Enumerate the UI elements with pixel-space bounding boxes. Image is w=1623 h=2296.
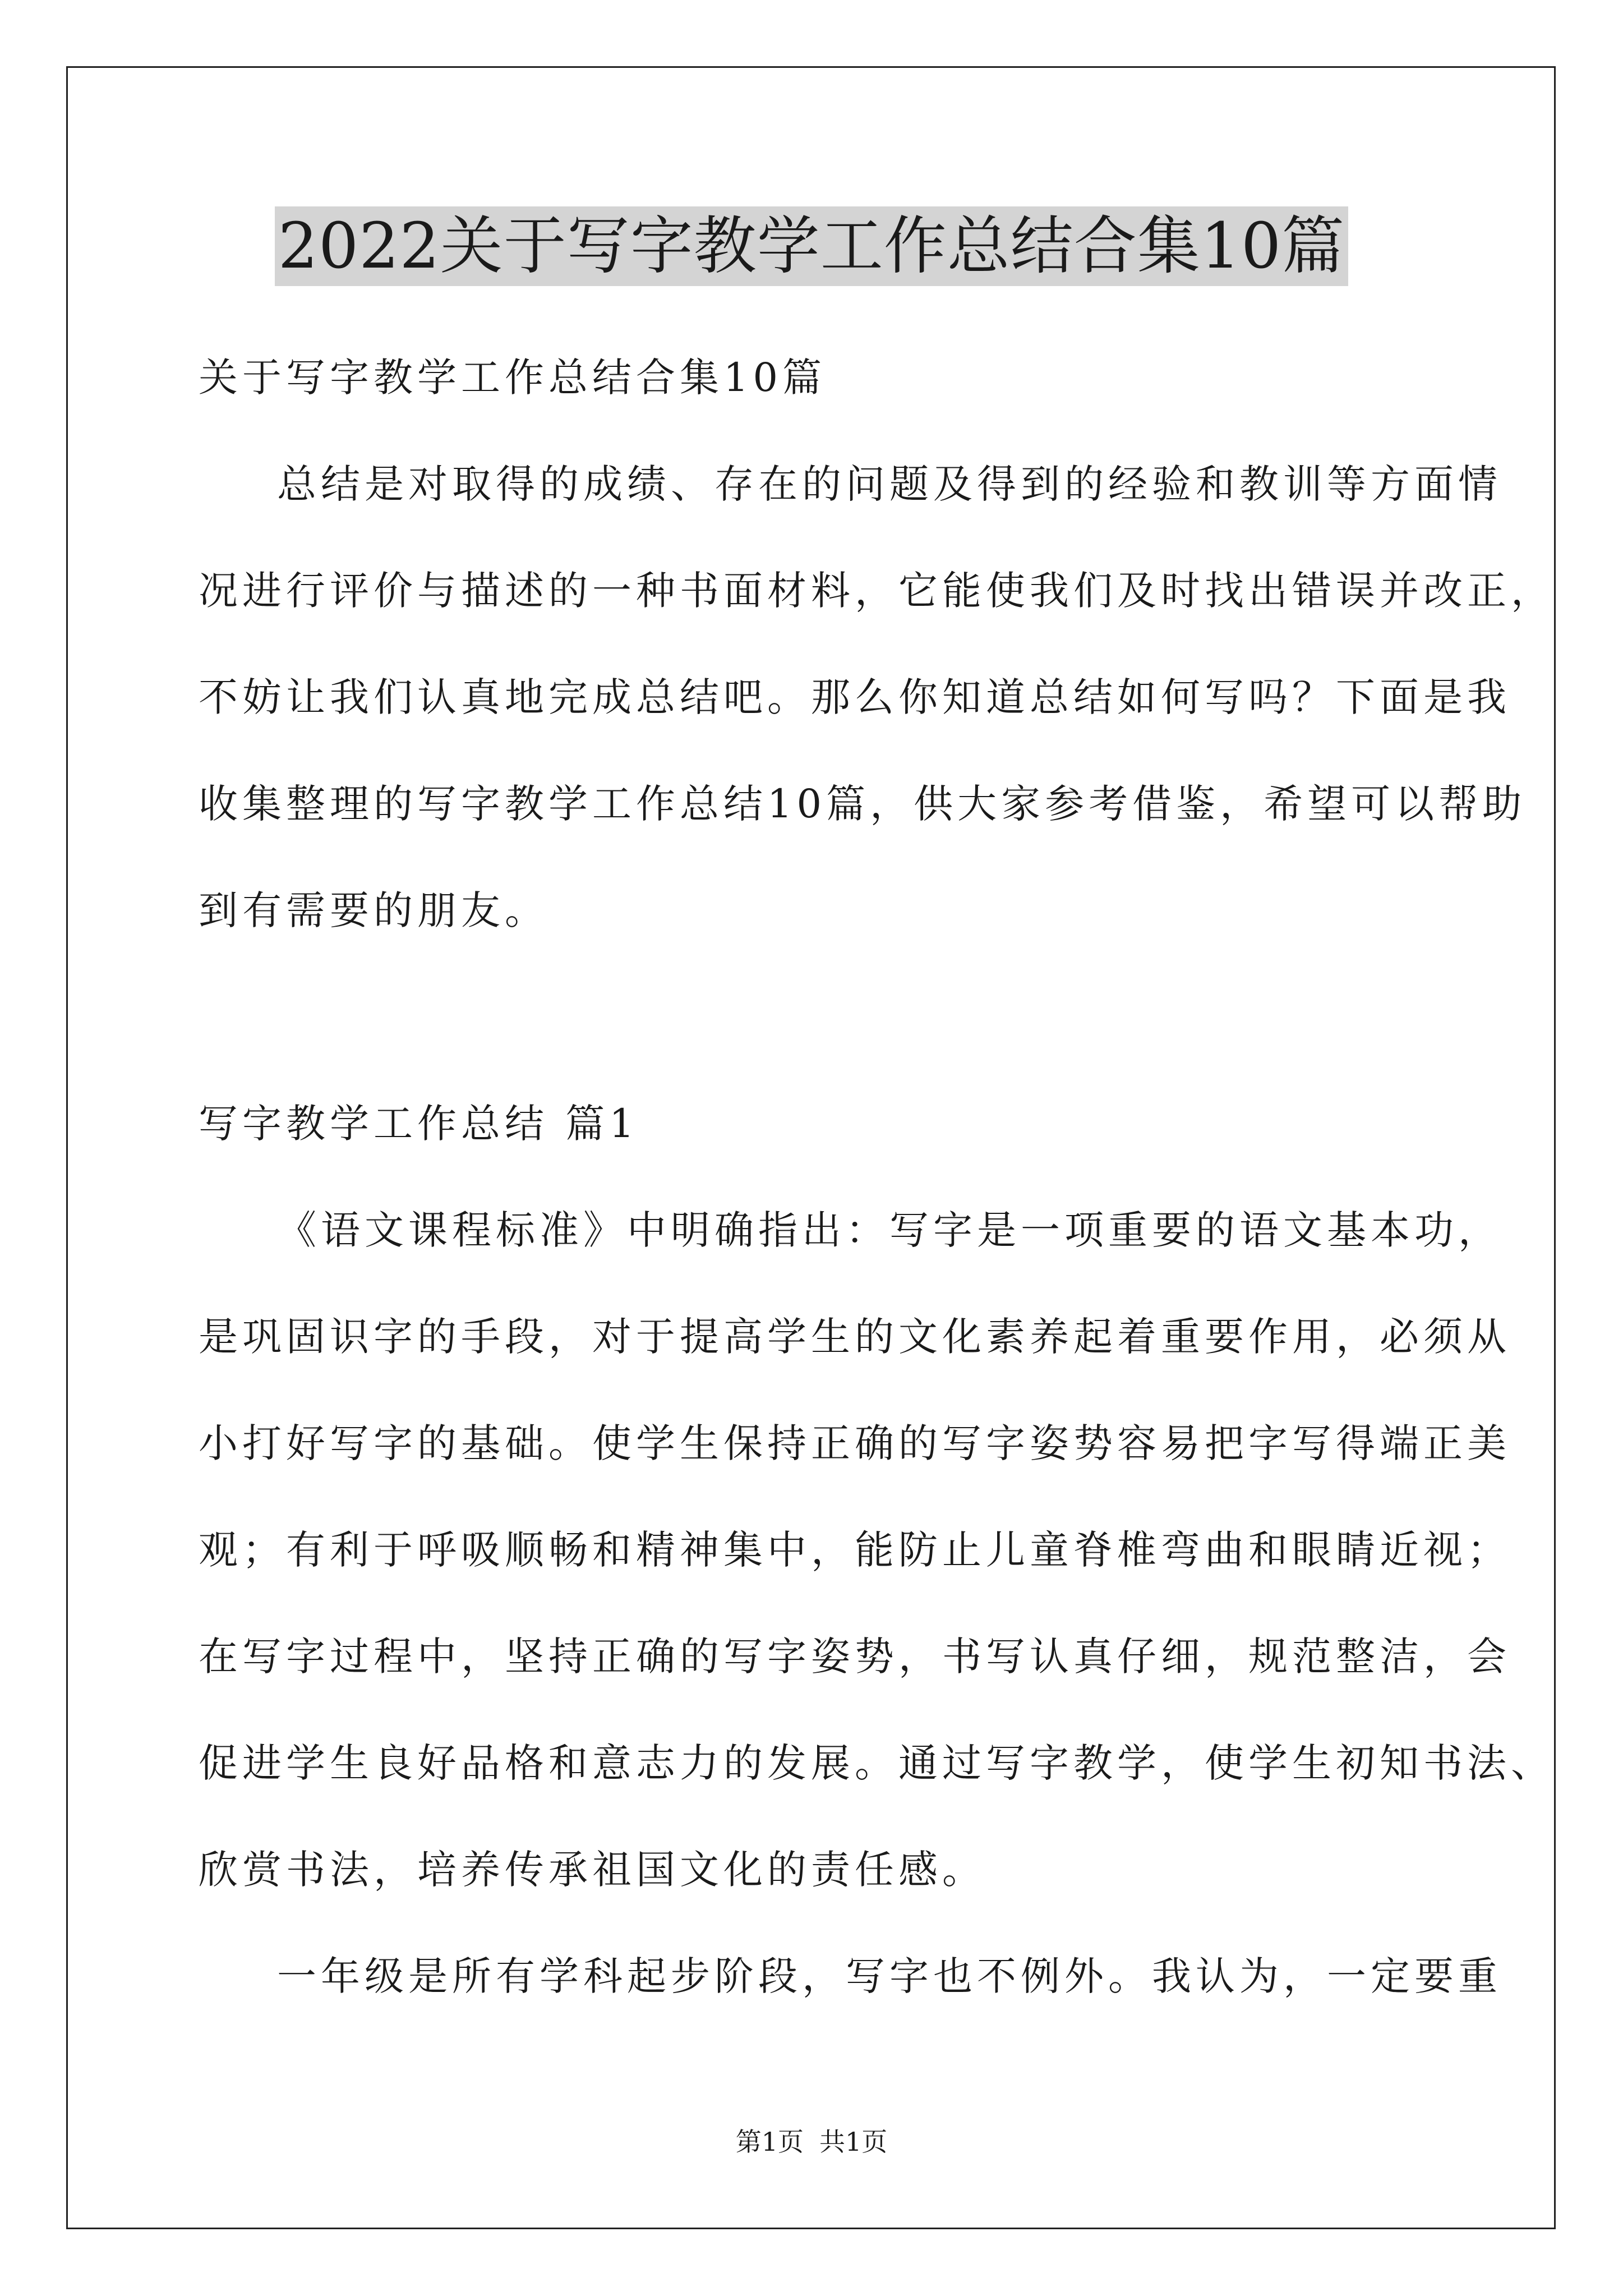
document-subtitle: 关于写字教学工作总结合集10篇	[199, 355, 827, 401]
para1-line-5: 在写字过程中，坚持正确的写字姿势，书写认真仔细，规范整洁，会	[199, 1634, 1511, 1680]
para1-line-1: 《语文课程标准》中明确指出：写字是一项重要的语文基本功，	[277, 1207, 1502, 1253]
intro-line-2: 况进行评价与描述的一种书面材料，它能使我们及时找出错误并改正，	[199, 568, 1555, 614]
para2-line-1: 一年级是所有学科起步阶段，写字也不例外。我认为，一定要重	[277, 1953, 1502, 1999]
para1-line-3: 小打好写字的基础。使学生保持正确的写字姿势容易把字写得端正美	[199, 1420, 1511, 1466]
page-footer	[0, 2125, 1623, 2159]
intro-line-1: 总结是对取得的成绩、存在的问题及得到的经验和教训等方面情	[277, 461, 1502, 507]
para1-line-2: 是巩固识字的手段，对于提高学生的文化素养起着重要作用，必须从	[199, 1314, 1511, 1360]
page-total: 共1页	[819, 2127, 888, 2157]
document-title: 2022关于写字教学工作总结合集10篇	[275, 206, 1349, 286]
intro-line-3: 不妨让我们认真地完成总结吧。那么你知道总结如何写吗？下面是我	[199, 674, 1511, 720]
page-number: 第1页	[735, 2127, 804, 2157]
intro-line-4: 收集整理的写字教学工作总结10篇，供大家参考借鉴，希望可以帮助	[199, 781, 1527, 827]
para1-line-7: 欣赏书法，培养传承祖国文化的责任感。	[199, 1847, 986, 1893]
para1-line-4: 观；有利于呼吸顺畅和精神集中，能防止儿童脊椎弯曲和眼睛近视；	[199, 1527, 1511, 1573]
title-container	[0, 206, 1623, 286]
para1-line-6: 促进学生良好品格和意志力的发展。通过写字教学，使学生初知书法、	[199, 1740, 1555, 1786]
intro-line-5: 到有需要的朋友。	[199, 887, 548, 933]
section-heading: 写字教学工作总结 篇1	[199, 1101, 639, 1147]
